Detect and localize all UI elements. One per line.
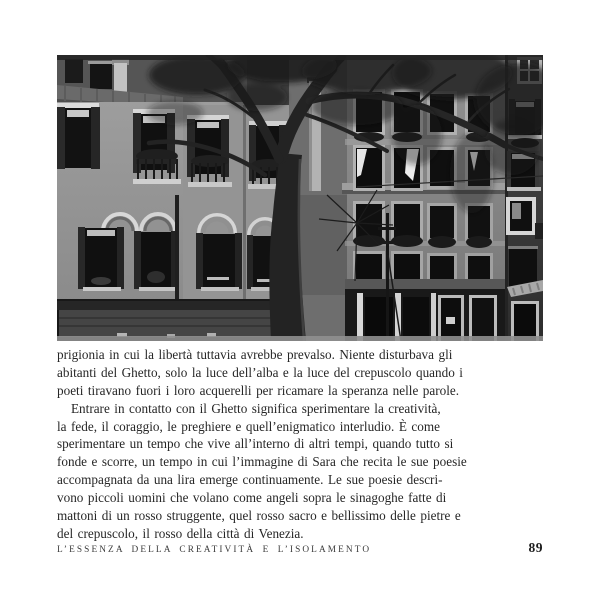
drainpipe	[175, 195, 179, 307]
left-lower-wall	[57, 299, 291, 341]
paragraph-1	[57, 346, 549, 400]
ground-floor	[345, 279, 507, 341]
text-line: mattoni di un rosso struggente, quel rosso sacro e bellissimo delle pietre e	[57, 508, 461, 524]
text-line: prigionia in cui la libertà tuttavia avrebbe prevalso. Niente disturbava gli	[57, 347, 453, 362]
photo-bottom-edge	[57, 336, 543, 341]
running-title: L’ESSENZA DELLA CREATIVITÀ E L’ISOLAMENTO	[57, 545, 372, 555]
photo-illustration	[57, 55, 543, 341]
body-text	[57, 346, 549, 543]
paragraph-2	[57, 400, 549, 543]
text-line: la fede, il coraggio, le preghiere e quell’enigmatico interludio. È come	[57, 418, 440, 434]
text-line: del crepuscolo, il rosso della città di Venezia.	[57, 525, 304, 541]
ghetto-photograph	[57, 55, 543, 341]
text-line: poeti tiravano fuori i loro acquerelli per ricamare la speranza nelle parole.	[57, 382, 460, 398]
page-number: 89	[528, 540, 543, 555]
text-line: abitanti del Ghetto, solo la luce dell’alba e la luce del crepuscolo quando i	[57, 364, 463, 380]
text-line: vono piccoli uomini che volano come angeli sopra le sinagoghe fatte di	[57, 490, 447, 506]
photo-top-edge	[57, 55, 543, 60]
text-line: Entrare in contatto con il Ghetto significa sperimentare la creatività,	[71, 400, 441, 416]
text-line: accompagnata da una lira emerge continuamente. Le sue poesie descri-	[57, 472, 443, 488]
text-line: sperimentare un tempo che vive all’interno di altri tempi, quando tutto si	[57, 436, 454, 452]
page-footer	[57, 540, 543, 556]
text-line: fonde e scorre, un tempo in cui l’immagine di Sara che recita le sue poesie	[57, 454, 467, 470]
